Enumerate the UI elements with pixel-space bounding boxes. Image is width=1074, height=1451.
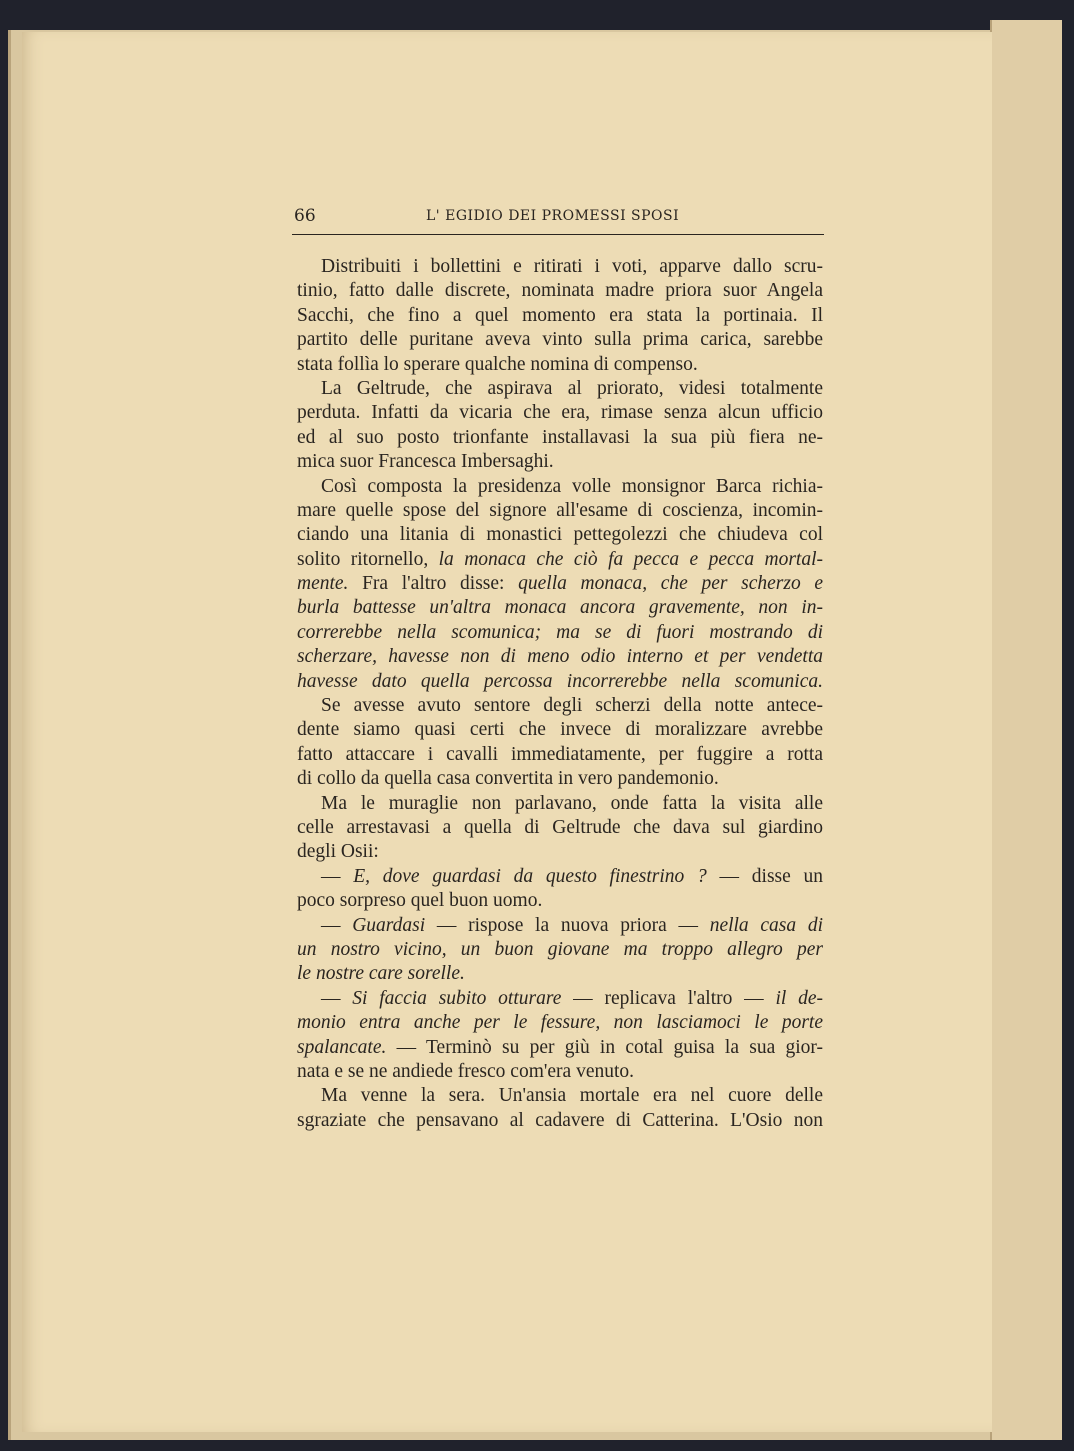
italic-text: mente. bbox=[297, 573, 349, 595]
text-segment: — bbox=[321, 987, 353, 1009]
text-line bbox=[297, 816, 823, 840]
italic-text: le nostre care sorelle. bbox=[297, 963, 465, 985]
text-segment: sgraziate che pensavano al cadavere di Catterina. L'Osio non bbox=[297, 1109, 823, 1131]
text-segment: tinio, fatto dalle discrete, nominata madre priora suor Angela bbox=[297, 280, 823, 302]
italic-text: havesse dato quella percossa incorrerebbe nella scomunica. bbox=[297, 670, 823, 692]
italic-text: E, dove guardasi da questo finestrino ? bbox=[353, 865, 707, 887]
text-segment: Ma le muraglie non parlavano, onde fatta la visita alle bbox=[321, 792, 823, 814]
text-segment: Ma venne la sera. Un'ansia mortale era nel cuore delle bbox=[321, 1085, 823, 1107]
text-line bbox=[297, 718, 823, 742]
text-segment: mica suor Francesca Imbersaghi. bbox=[297, 451, 554, 473]
text-line bbox=[297, 1060, 823, 1084]
text-line bbox=[297, 426, 823, 450]
text-line bbox=[297, 328, 823, 352]
text-line bbox=[297, 596, 823, 620]
text-line bbox=[297, 401, 823, 425]
text-segment: ciando una litania di monastici pettegolezzi che chiudeva col bbox=[297, 524, 823, 546]
text-segment: Distribuiti i bollettini e ritirati i voti, apparve dallo scru- bbox=[321, 256, 823, 277]
text-segment: stata follìa lo sperare qualche nomina di compenso. bbox=[297, 353, 698, 375]
text-segment: Se avesse avuto sentore degli scherzi della notte antece- bbox=[321, 695, 823, 717]
text-segment: degli Osii: bbox=[297, 841, 379, 863]
text-line bbox=[297, 572, 823, 596]
page-number: 66 bbox=[294, 206, 316, 226]
page-header bbox=[294, 206, 824, 230]
text-line bbox=[297, 1084, 823, 1108]
text-segment: — replicava l'altro — bbox=[561, 987, 776, 1009]
italic-text: monio entra anche per le fessure, non lasciamoci le porte bbox=[297, 1012, 823, 1034]
italic-text: Guardasi bbox=[352, 914, 426, 936]
text-segment: — disse un bbox=[706, 865, 824, 887]
text-segment: di collo da quella casa convertita in vero pandemonio. bbox=[297, 768, 719, 790]
italic-text: burla battesse un'altra monaca ancora gravemente, non in- bbox=[297, 597, 823, 619]
text-line bbox=[297, 840, 823, 864]
italic-text: quella monaca, che per scherzo e bbox=[518, 573, 824, 595]
text-segment: solito ritornello, bbox=[297, 548, 439, 570]
text-line bbox=[297, 450, 823, 474]
text-segment: — rispose la nuova priora — bbox=[425, 914, 710, 936]
text-line bbox=[297, 304, 823, 328]
text-segment: mare quelle spose del signore all'esame di coscienza, incomin- bbox=[297, 499, 823, 521]
italic-text: la monaca che ciò fa pecca e pecca mortal- bbox=[438, 548, 824, 570]
text-segment: nata e se ne andiede fresco com'era venuto. bbox=[297, 1060, 635, 1082]
text-line bbox=[297, 1036, 823, 1060]
text-line bbox=[297, 523, 823, 547]
text-segment: — Terminò su per giù in cotal guisa la sua gior- bbox=[386, 1036, 823, 1058]
text-line bbox=[297, 865, 823, 889]
text-segment: Sacchi, che fino a quel momento era stata la portinaia. Il bbox=[297, 304, 823, 326]
body-text bbox=[297, 255, 823, 1133]
text-segment: — bbox=[321, 865, 354, 887]
text-segment: fatto attaccare i cavalli immediatamente, per fuggire a rotta bbox=[297, 743, 823, 765]
text-line bbox=[297, 621, 823, 645]
text-line bbox=[297, 962, 823, 986]
text-segment: dente siamo quasi certi che invece di moralizzare avrebbe bbox=[297, 719, 823, 741]
text-line bbox=[297, 645, 823, 669]
text-line bbox=[297, 743, 823, 767]
text-line bbox=[297, 694, 823, 718]
text-line bbox=[297, 1109, 823, 1133]
italic-text: il de- bbox=[775, 987, 823, 1009]
text-line bbox=[297, 377, 823, 401]
text-segment: Fra l'altro disse: bbox=[348, 573, 519, 595]
italic-text: un nostro vicino, un buon giovane ma troppo allegro per bbox=[297, 938, 823, 960]
italic-text: scherzare, havesse non di meno odio interno et per vendetta bbox=[297, 646, 823, 668]
text-line bbox=[297, 499, 823, 523]
text-segment: perduta. Infatti da vicaria che era, rimase senza alcun ufficio bbox=[297, 402, 823, 424]
text-segment: — bbox=[321, 914, 353, 936]
text-segment: celle arrestavasi a quella di Geltrude che dava sul giardino bbox=[297, 816, 823, 838]
italic-text: nella casa di bbox=[709, 914, 824, 936]
text-segment: ed al suo posto trionfante installavasi la sua più fiera ne- bbox=[297, 426, 823, 448]
text-line bbox=[297, 914, 823, 938]
text-segment: partito delle puritane aveva vinto sulla prima carica, sarebbe bbox=[297, 329, 823, 351]
text-segment: La Geltrude, che aspirava al priorato, videsi totalmente bbox=[321, 377, 823, 399]
text-line bbox=[297, 767, 823, 791]
italic-text: Si faccia subito otturare bbox=[352, 987, 562, 1009]
text-line bbox=[297, 792, 823, 816]
text-line bbox=[297, 548, 823, 572]
text-line bbox=[297, 987, 823, 1011]
text-line bbox=[297, 475, 823, 499]
italic-text: correrebbe nella scomunica; ma se di fuori mostrando di bbox=[297, 621, 823, 643]
text-line bbox=[297, 255, 823, 279]
text-line bbox=[297, 938, 823, 962]
text-line bbox=[297, 1011, 823, 1035]
running-title: L' EGIDIO DEI PROMESSI SPOSI bbox=[426, 208, 680, 224]
italic-text: spalancate. bbox=[297, 1036, 387, 1058]
text-segment: poco sorpreso quel buon uomo. bbox=[297, 890, 543, 912]
text-line bbox=[297, 279, 823, 303]
text-line bbox=[297, 670, 823, 694]
text-line bbox=[297, 353, 823, 377]
text-segment: Così composta la presidenza volle monsignor Barca richia- bbox=[321, 475, 823, 497]
text-line bbox=[297, 889, 823, 913]
facing-page-edge bbox=[990, 20, 1062, 1440]
header-rule bbox=[292, 234, 824, 235]
